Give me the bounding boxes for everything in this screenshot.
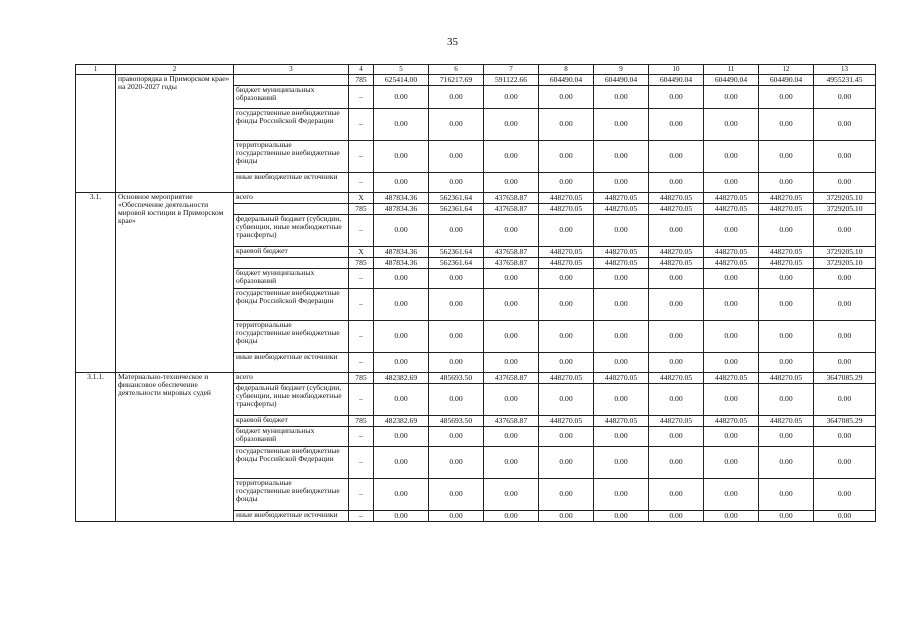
amount-cell: 0.00 bbox=[429, 511, 484, 522]
amount-cell: 448270.05 bbox=[649, 193, 704, 204]
amount-cell: 437658.87 bbox=[484, 204, 539, 215]
amount-cell: 0.00 bbox=[374, 384, 429, 416]
funding-source-cell: бюджет муниципальных образований bbox=[234, 269, 349, 289]
amount-cell: 448270.05 bbox=[759, 193, 814, 204]
amount-cell: 0.00 bbox=[374, 321, 429, 353]
amount-cell: 448270.05 bbox=[704, 258, 759, 269]
amount-cell: 0.00 bbox=[759, 289, 814, 321]
amount-cell: 448270.05 bbox=[539, 204, 594, 215]
funding-source-cell: территориальные государственные внебюджетные фонды bbox=[234, 321, 349, 353]
funding-source-cell: территориальные государственные внебюджетные фонды bbox=[234, 479, 349, 511]
code-cell: – bbox=[349, 215, 374, 247]
code-cell: 785 bbox=[349, 416, 374, 427]
code-cell: – bbox=[349, 86, 374, 109]
amount-cell: 0.00 bbox=[594, 321, 649, 353]
funding-source-cell: всего bbox=[234, 373, 349, 384]
amount-cell: 604490.04 bbox=[539, 75, 594, 86]
table-row bbox=[76, 373, 876, 384]
amount-cell: 0.00 bbox=[649, 479, 704, 511]
amount-cell: 0.00 bbox=[759, 427, 814, 447]
amount-cell: 0.00 bbox=[814, 86, 876, 109]
amount-cell: 0.00 bbox=[814, 479, 876, 511]
column-number: 9 bbox=[594, 65, 649, 75]
amount-cell: 0.00 bbox=[429, 109, 484, 141]
code-cell: – bbox=[349, 479, 374, 511]
funding-source-cell: государственные внебюджетные фонды Российской Федерации bbox=[234, 447, 349, 479]
amount-cell: 0.00 bbox=[429, 384, 484, 416]
amount-cell: 625414.00 bbox=[374, 75, 429, 86]
amount-cell: 0.00 bbox=[814, 427, 876, 447]
amount-cell: 0.00 bbox=[594, 109, 649, 141]
amount-cell: 0.00 bbox=[649, 173, 704, 193]
amount-cell: 0.00 bbox=[484, 511, 539, 522]
amount-cell: 3729205.10 bbox=[814, 204, 876, 215]
amount-cell: 482382.69 bbox=[374, 416, 429, 427]
amount-cell: 0.00 bbox=[429, 447, 484, 479]
amount-cell: 437658.87 bbox=[484, 193, 539, 204]
code-cell: – bbox=[349, 384, 374, 416]
amount-cell: 0.00 bbox=[429, 269, 484, 289]
funding-source-cell bbox=[234, 258, 349, 269]
amount-cell: 3729205.10 bbox=[814, 247, 876, 258]
amount-cell: 482382.69 bbox=[374, 373, 429, 384]
amount-cell: 448270.05 bbox=[704, 204, 759, 215]
code-cell: 785 bbox=[349, 75, 374, 86]
column-number: 5 bbox=[374, 65, 429, 75]
funding-source-cell: бюджет муниципальных образований bbox=[234, 427, 349, 447]
amount-cell: 0.00 bbox=[374, 173, 429, 193]
amount-cell: 0.00 bbox=[704, 109, 759, 141]
column-number: 2 bbox=[116, 65, 234, 75]
amount-cell: 0.00 bbox=[429, 479, 484, 511]
amount-cell: 0.00 bbox=[704, 353, 759, 373]
amount-cell: 0.00 bbox=[704, 173, 759, 193]
funding-source-cell: краевой бюджет bbox=[234, 416, 349, 427]
funding-source-cell bbox=[234, 204, 349, 215]
amount-cell: 448270.05 bbox=[594, 204, 649, 215]
amount-cell: 0.00 bbox=[704, 384, 759, 416]
funding-source-cell: бюджет муниципальных образований bbox=[234, 86, 349, 109]
amount-cell: 485693.50 bbox=[429, 373, 484, 384]
amount-cell: 0.00 bbox=[759, 215, 814, 247]
column-number: 8 bbox=[539, 65, 594, 75]
amount-cell: 448270.05 bbox=[649, 416, 704, 427]
amount-cell: 487834.36 bbox=[374, 247, 429, 258]
amount-cell: 0.00 bbox=[539, 141, 594, 173]
amount-cell: 0.00 bbox=[429, 86, 484, 109]
amount-cell: 604490.04 bbox=[649, 75, 704, 86]
amount-cell: 0.00 bbox=[429, 215, 484, 247]
funding-source-cell: территориальные государственные внебюджетные фонды bbox=[234, 141, 349, 173]
amount-cell: 0.00 bbox=[594, 173, 649, 193]
code-cell: – bbox=[349, 289, 374, 321]
amount-cell: 0.00 bbox=[649, 447, 704, 479]
amount-cell: 0.00 bbox=[484, 321, 539, 353]
amount-cell: 0.00 bbox=[704, 447, 759, 479]
amount-cell: 0.00 bbox=[649, 109, 704, 141]
amount-cell: 487834.36 bbox=[374, 193, 429, 204]
amount-cell: 0.00 bbox=[594, 215, 649, 247]
amount-cell: 0.00 bbox=[484, 427, 539, 447]
budget-table bbox=[75, 64, 876, 522]
amount-cell: 604490.04 bbox=[759, 75, 814, 86]
amount-cell: 604490.04 bbox=[704, 75, 759, 86]
amount-cell: 448270.05 bbox=[704, 373, 759, 384]
amount-cell: 562361.64 bbox=[429, 247, 484, 258]
amount-cell: 0.00 bbox=[814, 447, 876, 479]
amount-cell: 0.00 bbox=[759, 511, 814, 522]
amount-cell: 0.00 bbox=[649, 269, 704, 289]
amount-cell: 0.00 bbox=[759, 141, 814, 173]
amount-cell: 0.00 bbox=[429, 141, 484, 173]
amount-cell: 0.00 bbox=[429, 173, 484, 193]
amount-cell: 0.00 bbox=[429, 353, 484, 373]
amount-cell: 0.00 bbox=[649, 289, 704, 321]
amount-cell: 0.00 bbox=[814, 289, 876, 321]
amount-cell: 3647085.29 bbox=[814, 416, 876, 427]
amount-cell: 0.00 bbox=[814, 141, 876, 173]
amount-cell: 0.00 bbox=[484, 384, 539, 416]
amount-cell: 0.00 bbox=[594, 384, 649, 416]
amount-cell: 448270.05 bbox=[594, 193, 649, 204]
amount-cell: 0.00 bbox=[704, 269, 759, 289]
amount-cell: 437658.87 bbox=[484, 247, 539, 258]
code-cell: – bbox=[349, 353, 374, 373]
amount-cell: 3647085.29 bbox=[814, 373, 876, 384]
funding-source-cell: иные внебюджетные источники bbox=[234, 173, 349, 193]
amount-cell: 4955231.45 bbox=[814, 75, 876, 86]
amount-cell: 448270.05 bbox=[539, 373, 594, 384]
column-number: 4 bbox=[349, 65, 374, 75]
amount-cell: 0.00 bbox=[539, 427, 594, 447]
amount-cell: 448270.05 bbox=[594, 258, 649, 269]
amount-cell: 0.00 bbox=[594, 141, 649, 173]
amount-cell: 0.00 bbox=[484, 109, 539, 141]
amount-cell: 0.00 bbox=[759, 173, 814, 193]
code-cell: 785 bbox=[349, 373, 374, 384]
amount-cell: 0.00 bbox=[814, 511, 876, 522]
code-cell: 785 bbox=[349, 204, 374, 215]
amount-cell: 0.00 bbox=[649, 384, 704, 416]
item-number-cell: 3.1. bbox=[76, 193, 116, 373]
code-cell: X bbox=[349, 193, 374, 204]
amount-cell: 0.00 bbox=[759, 269, 814, 289]
amount-cell: 448270.05 bbox=[539, 193, 594, 204]
amount-cell: 0.00 bbox=[374, 353, 429, 373]
column-number: 11 bbox=[704, 65, 759, 75]
code-cell: – bbox=[349, 427, 374, 447]
amount-cell: 0.00 bbox=[704, 479, 759, 511]
amount-cell: 0.00 bbox=[814, 384, 876, 416]
amount-cell: 0.00 bbox=[374, 269, 429, 289]
amount-cell: 0.00 bbox=[484, 269, 539, 289]
amount-cell: 448270.05 bbox=[649, 258, 704, 269]
funding-source-cell: федеральный бюджет (субсидии, субвенции, иные межбюджетные трансферты) bbox=[234, 215, 349, 247]
funding-source-cell: федеральный бюджет (субсидии, субвенции, иные межбюджетные трансферты) bbox=[234, 384, 349, 416]
amount-cell: 487834.36 bbox=[374, 204, 429, 215]
amount-cell: 448270.05 bbox=[704, 247, 759, 258]
amount-cell: 0.00 bbox=[704, 289, 759, 321]
amount-cell: 0.00 bbox=[649, 215, 704, 247]
amount-cell: 0.00 bbox=[649, 353, 704, 373]
amount-cell: 437658.87 bbox=[484, 258, 539, 269]
amount-cell: 0.00 bbox=[649, 427, 704, 447]
amount-cell: 0.00 bbox=[539, 215, 594, 247]
funding-source-cell: государственные внебюджетные фонды Российской Федерации bbox=[234, 289, 349, 321]
column-number: 1 bbox=[76, 65, 116, 75]
code-cell: – bbox=[349, 269, 374, 289]
amount-cell: 0.00 bbox=[374, 447, 429, 479]
amount-cell: 448270.05 bbox=[594, 247, 649, 258]
table-row bbox=[76, 75, 876, 86]
amount-cell: 448270.05 bbox=[759, 416, 814, 427]
amount-cell: 0.00 bbox=[374, 215, 429, 247]
amount-cell: 448270.05 bbox=[539, 416, 594, 427]
amount-cell: 0.00 bbox=[539, 269, 594, 289]
amount-cell: 448270.05 bbox=[539, 247, 594, 258]
amount-cell: 0.00 bbox=[429, 427, 484, 447]
amount-cell: 0.00 bbox=[539, 479, 594, 511]
amount-cell: 0.00 bbox=[594, 427, 649, 447]
amount-cell: 448270.05 bbox=[704, 416, 759, 427]
amount-cell: 0.00 bbox=[374, 511, 429, 522]
amount-cell: 0.00 bbox=[649, 511, 704, 522]
amount-cell: 0.00 bbox=[539, 511, 594, 522]
item-name-cell: Основное мероприятие «Обеспечение деятельности мировой юстиции в Приморском крае» bbox=[116, 193, 234, 373]
amount-cell: 437658.87 bbox=[484, 416, 539, 427]
amount-cell: 448270.05 bbox=[649, 247, 704, 258]
code-cell: – bbox=[349, 447, 374, 479]
amount-cell: 0.00 bbox=[374, 109, 429, 141]
amount-cell: 448270.05 bbox=[759, 373, 814, 384]
amount-cell: 0.00 bbox=[484, 447, 539, 479]
funding-source-cell bbox=[234, 75, 349, 86]
amount-cell: 0.00 bbox=[539, 289, 594, 321]
code-cell: – bbox=[349, 511, 374, 522]
item-number-cell bbox=[76, 75, 116, 193]
amount-cell: 0.00 bbox=[539, 321, 594, 353]
amount-cell: 0.00 bbox=[704, 511, 759, 522]
amount-cell: 0.00 bbox=[594, 289, 649, 321]
column-number-row bbox=[76, 65, 876, 75]
amount-cell: 485693.50 bbox=[429, 416, 484, 427]
amount-cell: 0.00 bbox=[484, 86, 539, 109]
amount-cell: 0.00 bbox=[374, 479, 429, 511]
amount-cell: 448270.05 bbox=[759, 204, 814, 215]
funding-source-cell: иные внебюджетные источники bbox=[234, 511, 349, 522]
amount-cell: 0.00 bbox=[484, 353, 539, 373]
amount-cell: 562361.64 bbox=[429, 193, 484, 204]
amount-cell: 0.00 bbox=[374, 141, 429, 173]
amount-cell: 0.00 bbox=[759, 353, 814, 373]
amount-cell: 0.00 bbox=[759, 479, 814, 511]
funding-source-cell: краевой бюджет bbox=[234, 247, 349, 258]
column-number: 10 bbox=[649, 65, 704, 75]
amount-cell: 562361.64 bbox=[429, 258, 484, 269]
amount-cell: 0.00 bbox=[429, 289, 484, 321]
amount-cell: 0.00 bbox=[759, 321, 814, 353]
amount-cell: 0.00 bbox=[484, 289, 539, 321]
funding-source-cell: всего bbox=[234, 193, 349, 204]
amount-cell: 0.00 bbox=[704, 86, 759, 109]
amount-cell: 487834.36 bbox=[374, 258, 429, 269]
amount-cell: 448270.05 bbox=[759, 258, 814, 269]
amount-cell: 0.00 bbox=[374, 427, 429, 447]
amount-cell: 448270.05 bbox=[704, 193, 759, 204]
amount-cell: 448270.05 bbox=[594, 373, 649, 384]
amount-cell: 0.00 bbox=[594, 353, 649, 373]
amount-cell: 0.00 bbox=[484, 141, 539, 173]
amount-cell: 0.00 bbox=[759, 384, 814, 416]
amount-cell: 0.00 bbox=[814, 215, 876, 247]
amount-cell: 0.00 bbox=[484, 173, 539, 193]
amount-cell: 0.00 bbox=[539, 109, 594, 141]
amount-cell: 0.00 bbox=[429, 321, 484, 353]
page-number: 35 bbox=[447, 36, 458, 48]
amount-cell: 0.00 bbox=[594, 511, 649, 522]
amount-cell: 604490.04 bbox=[594, 75, 649, 86]
amount-cell: 562361.64 bbox=[429, 204, 484, 215]
amount-cell: 0.00 bbox=[594, 269, 649, 289]
code-cell: 785 bbox=[349, 258, 374, 269]
amount-cell: 0.00 bbox=[649, 141, 704, 173]
amount-cell: 0.00 bbox=[759, 447, 814, 479]
amount-cell: 448270.05 bbox=[539, 258, 594, 269]
amount-cell: 0.00 bbox=[594, 479, 649, 511]
amount-cell: 0.00 bbox=[594, 86, 649, 109]
amount-cell: 0.00 bbox=[814, 321, 876, 353]
amount-cell: 448270.05 bbox=[649, 204, 704, 215]
amount-cell: 448270.05 bbox=[759, 247, 814, 258]
amount-cell: 0.00 bbox=[649, 86, 704, 109]
amount-cell: 0.00 bbox=[704, 427, 759, 447]
item-number-cell: 3.1.1. bbox=[76, 373, 116, 522]
code-cell: X bbox=[349, 247, 374, 258]
amount-cell: 0.00 bbox=[539, 86, 594, 109]
code-cell: – bbox=[349, 141, 374, 173]
column-number: 3 bbox=[234, 65, 349, 75]
column-number: 12 bbox=[759, 65, 814, 75]
amount-cell: 0.00 bbox=[814, 353, 876, 373]
amount-cell: 0.00 bbox=[704, 141, 759, 173]
amount-cell: 0.00 bbox=[594, 447, 649, 479]
amount-cell: 0.00 bbox=[484, 215, 539, 247]
item-name-cell: правопорядка в Приморском крае» на 2020-2027 годы bbox=[116, 75, 234, 193]
funding-source-cell: государственные внебюджетные фонды Российской Федерации bbox=[234, 109, 349, 141]
amount-cell: 0.00 bbox=[759, 109, 814, 141]
code-cell: – bbox=[349, 321, 374, 353]
amount-cell: 448270.05 bbox=[594, 416, 649, 427]
column-number: 7 bbox=[484, 65, 539, 75]
code-cell: – bbox=[349, 173, 374, 193]
amount-cell: 0.00 bbox=[814, 173, 876, 193]
amount-cell: 0.00 bbox=[539, 353, 594, 373]
amount-cell: 0.00 bbox=[704, 321, 759, 353]
column-number: 6 bbox=[429, 65, 484, 75]
amount-cell: 0.00 bbox=[484, 479, 539, 511]
amount-cell: 0.00 bbox=[539, 384, 594, 416]
amount-cell: 716217.69 bbox=[429, 75, 484, 86]
column-number: 13 bbox=[814, 65, 876, 75]
amount-cell: 0.00 bbox=[374, 289, 429, 321]
amount-cell: 437658.87 bbox=[484, 373, 539, 384]
amount-cell: 0.00 bbox=[704, 215, 759, 247]
amount-cell: 0.00 bbox=[814, 269, 876, 289]
amount-cell: 3729205.10 bbox=[814, 193, 876, 204]
amount-cell: 0.00 bbox=[374, 86, 429, 109]
item-name-cell: Материально-техническое и финансовое обеспечение деятельности мировых судей bbox=[116, 373, 234, 522]
amount-cell: 3729205.10 bbox=[814, 258, 876, 269]
funding-source-cell: иные внебюджетные источники bbox=[234, 353, 349, 373]
amount-cell: 448270.05 bbox=[649, 373, 704, 384]
amount-cell: 0.00 bbox=[814, 109, 876, 141]
amount-cell: 0.00 bbox=[539, 173, 594, 193]
amount-cell: 0.00 bbox=[649, 321, 704, 353]
amount-cell: 0.00 bbox=[759, 86, 814, 109]
table-row bbox=[76, 193, 876, 204]
amount-cell: 591122.66 bbox=[484, 75, 539, 86]
code-cell: – bbox=[349, 109, 374, 141]
amount-cell: 0.00 bbox=[539, 447, 594, 479]
